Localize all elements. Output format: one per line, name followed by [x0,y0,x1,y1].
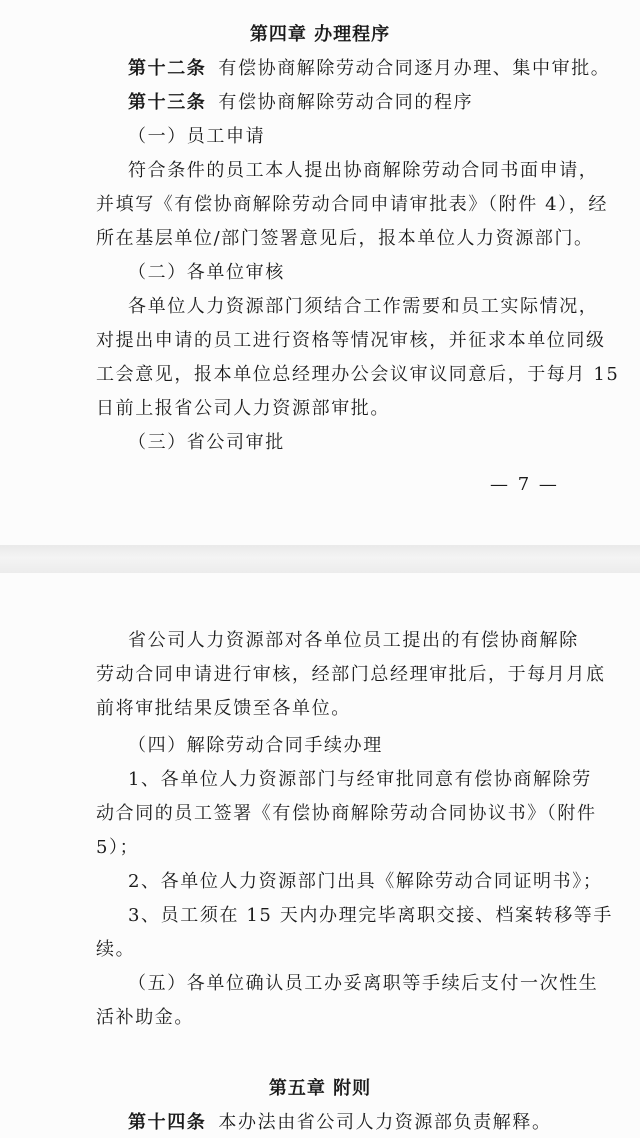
article-13 [128,90,473,116]
document-page-7 [0,0,640,545]
section-1-line: 并填写《有偿协商解除劳动合同申请审批表》（附件 4），经 [96,194,608,215]
section-3-line: 省公司人力资源部对各单位员工提出的有偿协商解除 [128,630,579,651]
section-3-title: （三）省公司审批 [128,432,285,453]
section-4-line: 3、员工须在 15 天内办理完毕离职交接、档案转移等手 [128,905,613,926]
section-2-line: 对提出申请的员工进行资格等情况审核，并征求本单位同级 [96,330,606,351]
section-1-line: 所在基层单位/部门签署意见后，报本单位人力资源部门。 [96,228,594,249]
section-3-line: 前将审批结果反馈至各单位。 [96,698,351,719]
section-4-line: 2、各单位人力资源部门出具《解除劳动合同证明书》； [128,871,603,892]
article-13-label: 第十三条 [128,92,207,113]
article-14-text: 本办法由省公司人力资源部负责解释。 [218,1112,552,1133]
section-3-line: 劳动合同申请进行审核，经部门总经理审批后，于每月月底 [96,664,606,685]
section-2-line: 日前上报省公司人力资源部审批。 [96,398,390,419]
section-2-line: 工会意见，报本单位总经理办公会议审议同意后，于每月 15 [96,364,620,385]
article-12 [128,56,610,82]
article-13-text: 有偿协商解除劳动合同的程序 [218,92,474,113]
page-number: — 7 — [490,474,559,495]
section-2-title: （二）各单位审核 [128,262,285,283]
section-1-line: 符合条件的员工本人提出协商解除劳动合同书面申请， [128,160,599,181]
section-5-line: 活补助金。 [96,1007,194,1028]
article-12-label: 第十二条 [128,58,207,79]
document-page-8 [0,573,640,1138]
section-1-title: （一）员工申请 [128,126,266,147]
section-2-line: 各单位人力资源部门须结合工作需要和员工实际情况， [128,296,599,317]
chapter-5-title: 第五章 附则 [268,1078,372,1099]
chapter-4-title: 第四章 办理程序 [249,24,391,45]
section-4-line: 5）； [96,837,140,858]
section-5-line: （五）各单位确认员工办妥离职等手续后支付一次性生 [128,973,599,994]
article-14-label: 第十四条 [128,1112,207,1133]
section-4-title: （四）解除劳动合同手续办理 [128,735,383,756]
article-12-text: 有偿协商解除劳动合同逐月办理、集中审批。 [218,58,611,79]
section-4-line: 1、各单位人力资源部门与经审批同意有偿协商解除劳 [128,769,592,790]
page-break [0,545,640,573]
section-4-line: 续。 [96,939,136,960]
article-14 [128,1110,552,1136]
section-4-line: 动合同的员工签署《有偿协商解除劳动合同协议书》（附件 [96,803,597,824]
